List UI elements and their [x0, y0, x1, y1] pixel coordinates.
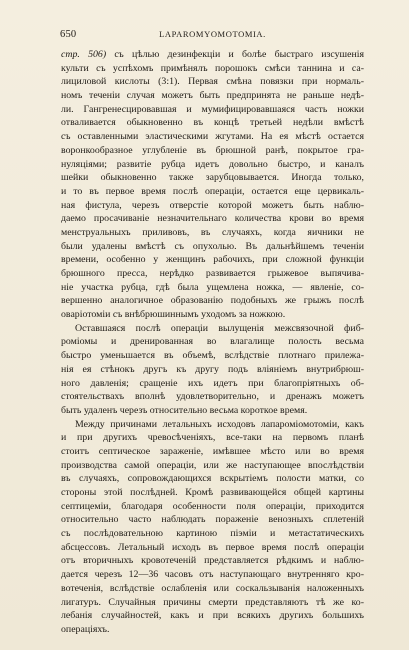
text-line	[61, 240, 364, 254]
line-text: даемо просачиваніе незначительнаго количества крови во время	[61, 213, 364, 225]
line-text: нія ея стѣнокъ другъ къ другу подъ вліяніемъ внутрибрюш-	[61, 363, 364, 375]
text-line	[61, 294, 364, 308]
text-line	[61, 568, 364, 582]
text-line	[61, 281, 364, 295]
text-line	[61, 500, 364, 514]
text-line	[61, 445, 364, 459]
line-text: воронкообразное углубленіе въ брюшной ранѣ, покрытое гра-	[61, 144, 364, 156]
line-text: времени, особенно у женщинъ рабочихъ, при сложной функціи	[61, 254, 364, 266]
line-text: роміомы и дренированная во влагалище полость весьма	[61, 336, 364, 348]
text-line	[61, 363, 364, 377]
line-text: и то въ первое время послѣ операціи, остается еще цервикаль-	[61, 185, 364, 197]
text-line	[61, 623, 364, 637]
text-line	[61, 404, 364, 418]
line-text: Между причинами летальныхъ исходовъ лапаромiомотоміи, какъ	[75, 418, 364, 430]
text-line	[61, 582, 364, 596]
text-line	[61, 418, 364, 432]
text-line	[61, 62, 364, 76]
line-text: и при другихъ чревосѣченіяхъ, все-таки на первомъ планѣ	[61, 432, 364, 444]
text-line	[61, 596, 364, 610]
line-text: культи съ успѣхомъ примѣнялъ порошокъ смѣси таннина и са-	[61, 62, 364, 74]
line-text: ная фистула, черезъ отверстіе которой можетъ быть наблю-	[61, 199, 364, 211]
text-line	[61, 75, 364, 89]
line-text: менструальныхъ приливовъ, въ случаяхъ, когда яичники не	[61, 226, 364, 238]
text-line	[61, 253, 364, 267]
line-text: номъ теченіи случая можетъ быть предпринята не раньше недѣ-	[61, 90, 364, 102]
line-text: брюшного пресса, нерѣдко развивается грыжевое выпячива-	[61, 268, 364, 279]
text-line	[61, 103, 364, 117]
text-line	[61, 335, 364, 349]
line-text: производства самой операціи, или же наступающее впослѣдствіи	[61, 459, 364, 471]
text-line	[61, 390, 364, 404]
page-header	[60, 29, 365, 43]
text-line	[61, 48, 364, 62]
text-line	[61, 116, 364, 130]
line-text: стоятельствахъ вполнѣ удовлетворительно, и дренажъ можетъ	[61, 391, 364, 403]
text-line	[61, 212, 364, 226]
text-line	[61, 322, 364, 336]
line-text: отъ вторичныхъ кровотеченій представляется рѣдкимъ и наблю-	[61, 555, 364, 567]
text-line	[61, 171, 364, 185]
citation-ref: стр. 506)	[61, 49, 107, 60]
line-text: были удалены вмѣстѣ съ опухолью. Въ дальнѣйшемъ теченіи	[61, 240, 364, 252]
line-text: нуляціями; развитіе рубца идетъ довольно быстро, и каналъ	[61, 158, 364, 170]
text-line	[61, 541, 364, 555]
line-text: лигатуръ. Случайныя причины смерти представляютъ тѣ же ко-	[61, 596, 364, 608]
line-text: быть удаленъ черезъ относительно весьма короткое время.	[61, 404, 308, 416]
text-line	[61, 349, 364, 363]
text-line	[61, 472, 364, 486]
line-text: септицеміи, благодаря особенности поля операціи, приходится	[61, 500, 364, 512]
line-text: ли. Гангренесцировавшая и мумифицировавшаяся часть ножки	[61, 103, 364, 115]
line-text: операціяхъ.	[61, 623, 110, 635]
text-line	[61, 431, 364, 445]
line-text: лебанія случайностей, какъ и при всякихъ другихъ большихъ	[61, 610, 364, 622]
line-text: вершенно аналогичное образованію подобныхъ же грыжъ послѣ	[61, 295, 364, 307]
line-text: съ оставленными эластическими жгутами. На ея мѣстѣ остается	[61, 131, 364, 143]
text-line	[61, 609, 364, 623]
line-text: лициловой кислоты (3:1). Первая смѣна повязки при нормаль-	[61, 76, 364, 88]
running-head: LAPAROMYOMOTOMIA.	[159, 29, 266, 39]
text-line	[61, 199, 364, 213]
text-line	[61, 226, 364, 240]
line-text: оваріотоміи съ внѣбрюшиннымъ уходомъ за ножкою.	[61, 309, 286, 321]
line-text: съ послѣдовательною картиною піэміи и метастатическихъ	[61, 528, 364, 540]
text-line	[61, 89, 364, 103]
line-text: дается черезъ 12—36 часовъ отъ наступающаго внутренняго кро-	[61, 569, 364, 581]
line-text: стороны этой послѣдней. Кромѣ развивающейся общей картины	[61, 487, 364, 498]
line-text: абсцессовъ. Летальный исходъ въ первое время послѣ операціи	[61, 541, 364, 553]
text-line	[61, 513, 364, 527]
text-line	[61, 554, 364, 568]
line-text: въ случаяхъ, сопровождающихся вскрытіемъ полости матки, со	[61, 473, 364, 485]
text-line	[61, 527, 364, 541]
text-line	[61, 308, 364, 322]
line-text: шейки обыкновенно также зарубцовывается. Иногда только,	[61, 172, 364, 184]
line-text: относительно часто наблюдать пораженіе венозныхъ сплетеній	[61, 514, 364, 526]
line-text: ного давленія; сращеніе ихъ идетъ при благопріятныхъ об-	[61, 377, 364, 389]
line-text: Оставшаяся послѣ операціи вылущенія межсвязочной фиб-	[75, 322, 364, 334]
page-number: 650	[60, 29, 77, 40]
text-line	[61, 459, 364, 473]
text-line	[61, 144, 364, 158]
text-line	[61, 130, 364, 144]
line-text: отваливается обыкновенно въ концѣ третьей недѣли вмѣстѣ	[61, 117, 364, 129]
line-text: съ цѣлью дезинфекціи и болѣе быстраго изсушенія	[106, 49, 364, 60]
line-text: ніе участка рубца, гдѣ была ущемлена ножка, — явленіе, со-	[61, 281, 364, 293]
line-text: вотеченія, вслѣдствіе ослабленія или соскальзыванія наложенныхъ	[61, 582, 364, 594]
text-line	[61, 267, 364, 281]
text-line	[61, 158, 364, 172]
text-line	[61, 486, 364, 500]
text-line	[61, 185, 364, 199]
text-line	[61, 377, 364, 391]
body-text	[61, 48, 364, 637]
line-text: стоитъ септическое зараженіе, имѣвшее мѣсто или во время	[61, 445, 364, 457]
line-text: быстро уменьшается въ объемѣ, вслѣдствіе плотнаго прилежа-	[61, 350, 364, 362]
